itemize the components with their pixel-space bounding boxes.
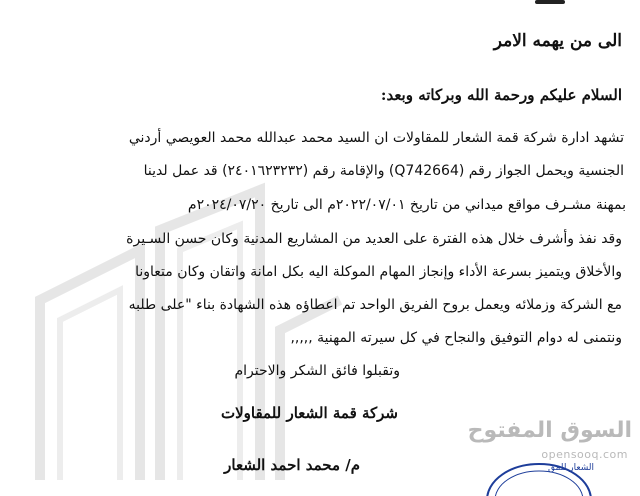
body-line-3: بمهنة مشـرف مواقع ميداني من تاريخ ٢٠٢٢/٠٧/٠١م الى تاريخ ٢٠٢٤/٠٧/٢٠م <box>187 197 626 213</box>
watermark-latin-text: opensooq.com <box>541 448 628 461</box>
body-line-2: الجنسية ويحمل الجواز رقم (Q742664) والإقامة رقم (٢٤٠١٦٢٣٢٣٢) قد عمل لدينا <box>143 163 624 179</box>
signer-name: م/ محمد احمد الشعار <box>224 456 360 474</box>
body-line-7: ونتمنى له دوام التوفيق والنجاح في كل سيرته المهنية ,,,,, <box>290 330 622 346</box>
company-name: شركة قمة الشعار للمقاولات <box>220 404 398 422</box>
letter-salutation: السلام عليكم ورحمة الله وبركاته وبعد: <box>380 86 622 104</box>
company-stamp-icon <box>484 456 594 496</box>
top-edge-mark <box>535 0 565 4</box>
watermark-arabic-text: السوق المفتوح <box>467 418 632 443</box>
body-line-5: والأخلاق ويتميز بسرعة الأداء وإنجاز المهام الموكلة اليه بكل امانة واتقان وكان متعاونا <box>135 264 622 280</box>
body-line-1: تشهد ادارة شركة قمة الشعار للمقاولات ان السيد محمد عبدالله محمد العويصي أردني <box>128 130 624 146</box>
body-line-6: مع الشركة وزملائه ويعمل بروح الفريق الواحد تم اعطاؤه هذه الشهادة بناء "على طلبه <box>128 297 622 313</box>
letter-recipient: الى من يهمه الامر <box>493 31 622 51</box>
closing-line: وتقبلوا فائق الشكر والاحترام <box>234 363 400 379</box>
stamp-text: الشعار للمق <box>548 463 594 473</box>
body-line-4: وقد نفذ وأشرف خلال هذه الفترة على العديد من المشاريع المدنية وكان حسن السـيرة <box>126 231 622 247</box>
